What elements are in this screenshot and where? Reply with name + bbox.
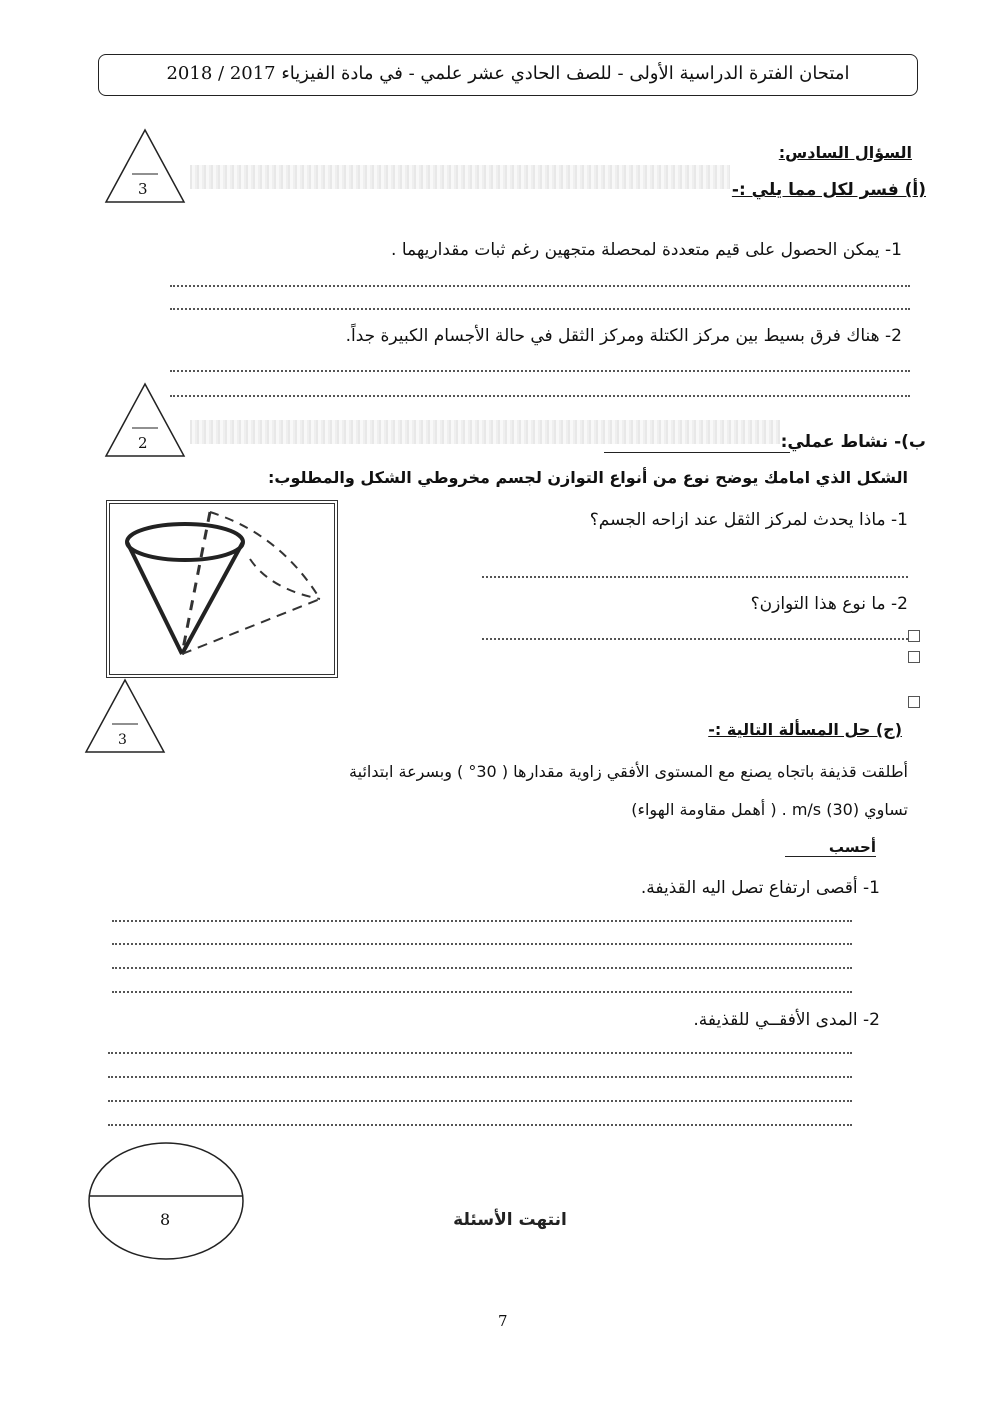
answer-line xyxy=(112,967,852,969)
answer-line xyxy=(108,1124,852,1126)
answer-line xyxy=(170,395,910,397)
part-c-item-1: 1- أقصى ارتفاع تصل اليه القذيفة. xyxy=(640,878,880,898)
score-a: 3 xyxy=(138,180,148,198)
problem-line-1: أطلقت قذيفة باتجاه يصنع مع المستوى الأفقي زاوية مقدارها ( 30° ) وبسرعة ابتدائية xyxy=(349,762,908,781)
part-c-item-2: 2- المدى الأفقــي للقذيفة. xyxy=(693,1010,880,1030)
score-b: 2 xyxy=(138,434,148,452)
total-score: 8 xyxy=(160,1210,171,1229)
part-b-item-2: 2- ما نوع هذا التوازن؟ xyxy=(750,594,908,614)
end-text: انتهت الأسئلة xyxy=(453,1210,567,1230)
scan-noise xyxy=(190,420,780,444)
answer-line xyxy=(112,943,852,945)
part-a-heading: (أ) فسر لكل مما يلي :- xyxy=(731,180,926,200)
answer-line xyxy=(112,920,852,922)
part-b-heading: ب)- نشاط عملي: xyxy=(780,432,926,452)
checkbox[interactable] xyxy=(908,651,920,663)
answer-line xyxy=(108,1100,852,1102)
cone-drawing xyxy=(110,504,334,674)
part-c-heading: (ج) حل المسألة التالية :- xyxy=(708,720,902,739)
answer-line xyxy=(112,991,852,993)
part-a-item-1: 1- يمكن الحصول على قيم متعددة لمحصلة متجهين رغم ثبات مقداريهما . xyxy=(391,240,902,260)
part-b-intro: الشكل الذي امامك يوضح نوع من أنواع التوازن لجسم مخروطي الشكل والمطلوب: xyxy=(268,468,908,487)
exam-title: امتحان الفترة الدراسية الأولى - للصف الحادي عشر علمي - في مادة الفيزياء 2017 / 2018 xyxy=(166,63,850,84)
cone-figure xyxy=(106,500,338,678)
question-title: السؤال السادس: xyxy=(778,143,912,162)
checkbox[interactable] xyxy=(908,630,920,642)
answer-line xyxy=(170,285,910,287)
page-number: 7 xyxy=(498,1312,508,1330)
exam-header xyxy=(98,54,918,96)
answer-line xyxy=(170,308,910,310)
checkbox[interactable] xyxy=(908,696,920,708)
answer-line xyxy=(482,576,908,578)
answer-line xyxy=(108,1052,852,1054)
answer-line xyxy=(108,1076,852,1078)
calc-label: أحسب xyxy=(785,838,876,857)
part-a-item-2: 2- هناك فرق بسيط بين مركز الكتلة ومركز الثقل في حالة الأجسام الكبيرة جداً. xyxy=(345,326,902,346)
answer-line xyxy=(482,638,908,640)
part-b-item-1: 1- ماذا يحدث لمركز الثقل عند ازاحه الجسم؟ xyxy=(589,510,908,530)
problem-line-2: تساوي m/s (30) . ( أهمل مقاومة الهواء) xyxy=(631,800,908,819)
scan-noise xyxy=(190,165,730,189)
answer-line xyxy=(170,370,910,372)
total-score-ellipse xyxy=(86,1140,246,1262)
part-b-underline xyxy=(604,452,790,453)
score-c: 3 xyxy=(118,732,127,748)
